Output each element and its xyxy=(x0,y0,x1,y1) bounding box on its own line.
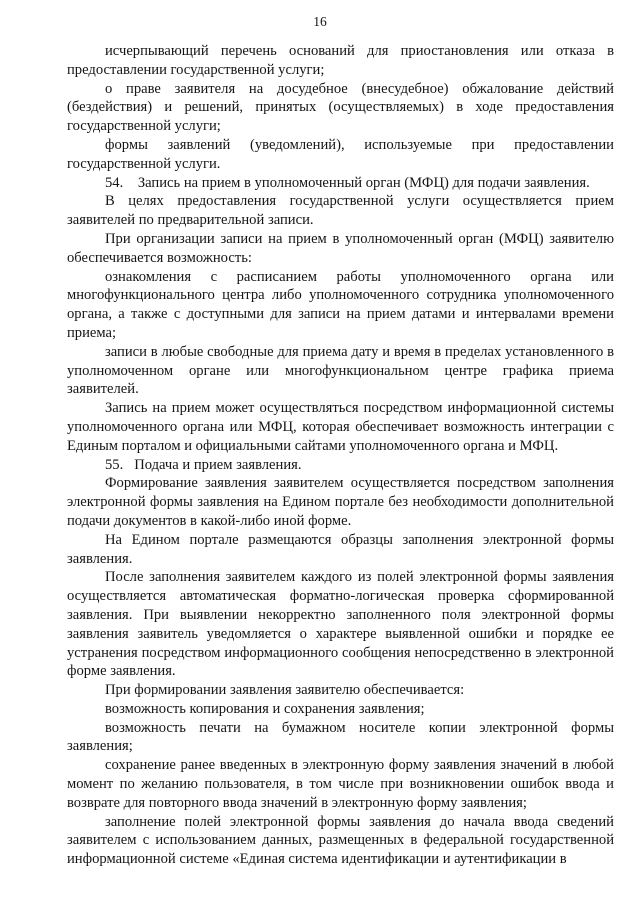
document-body xyxy=(67,42,614,869)
paragraph-18: заполнение полей электронной формы заявления до начала ввода сведений заявителем с использованием данных, размещенных в федеральной государственной информационной системе «Единая система идентификации и аутентификации в xyxy=(67,813,614,868)
paragraph-9: Запись на прием может осуществляться посредством информационной системы уполномоченного органа или МФЦ, которая обеспечивает возможность интеграции с Единым порталом и официальными сайтами уполномоченного органа и МФЦ. xyxy=(67,400,614,454)
paragraph-7: ознакомления с расписанием работы уполномоченного органа или многофункционального центра либо уполномоченного сотрудника уполномоченного органа, а также с доступными для записи на прием датами и интервалами времени приема; xyxy=(67,268,614,341)
paragraph-15: возможность копирования и сохранения заявления; xyxy=(105,700,425,717)
paragraph-8: записи в любые свободные для приема дату и время в пределах установленного в уполномоченном органе или многофункциональном центре графика приема заявителей. xyxy=(67,343,614,398)
paragraph-13: После заполнения заявителем каждого из полей электронной формы заявления осуществляется автоматическая форматно-логическая проверка сформированной заявления. При выявлении некорректно заполненного поля электронной формы заявления заявитель уведомляется о характере выявленной ошибки и порядке ее устранения посредством информационного сообщения непосредственно в электронной форме заявления. xyxy=(67,569,614,680)
paragraph-14: При формировании заявления заявителю обеспечивается: xyxy=(105,682,465,699)
page-number: 16 xyxy=(313,14,327,29)
section-54-heading: 54. Запись на прием в уполномоченный орган (МФЦ) для подачи заявления. xyxy=(105,174,590,191)
paragraph-17: сохранение ранее введенных в электронную форму заявления значений в любой момент по желанию пользователя, в том числе при возникновении ошибок ввода и возврате для повторного ввода значений в электронную форму заявления; xyxy=(67,757,614,811)
paragraph-3: формы заявлений (уведомлений), используемые при предоставлении государственной услуги. xyxy=(67,136,614,172)
paragraph-5: В целях предоставления государственной услуги осуществляется прием заявителей по предварительной записи. xyxy=(67,193,614,229)
paragraph-6: При организации записи на прием в уполномоченный орган (МФЦ) заявителю обеспечивается возможность: xyxy=(67,230,614,266)
paragraph-2: о праве заявителя на досудебное (внесудебное) обжалование действий (бездействия) и решений, принятых (осуществляемых) в ходе предоставления государственной услуги; xyxy=(67,80,614,135)
section-55-heading: 55. Подача и прием заявления. xyxy=(105,456,302,473)
paragraph-16: возможность печати на бумажном носителе копии электронной формы заявления; xyxy=(67,719,614,755)
paragraph-12: На Едином портале размещаются образцы заполнения электронной формы заявления. xyxy=(67,531,614,567)
paragraph-11: Формирование заявления заявителем осуществляется посредством заполнения электронной формы заявления на Едином портале без необходимости дополнительной подачи документов в какой-либо иной форме. xyxy=(67,475,614,529)
paragraph-1: исчерпывающий перечень оснований для приостановления или отказа в предоставлении государственной услуги; xyxy=(67,43,614,78)
